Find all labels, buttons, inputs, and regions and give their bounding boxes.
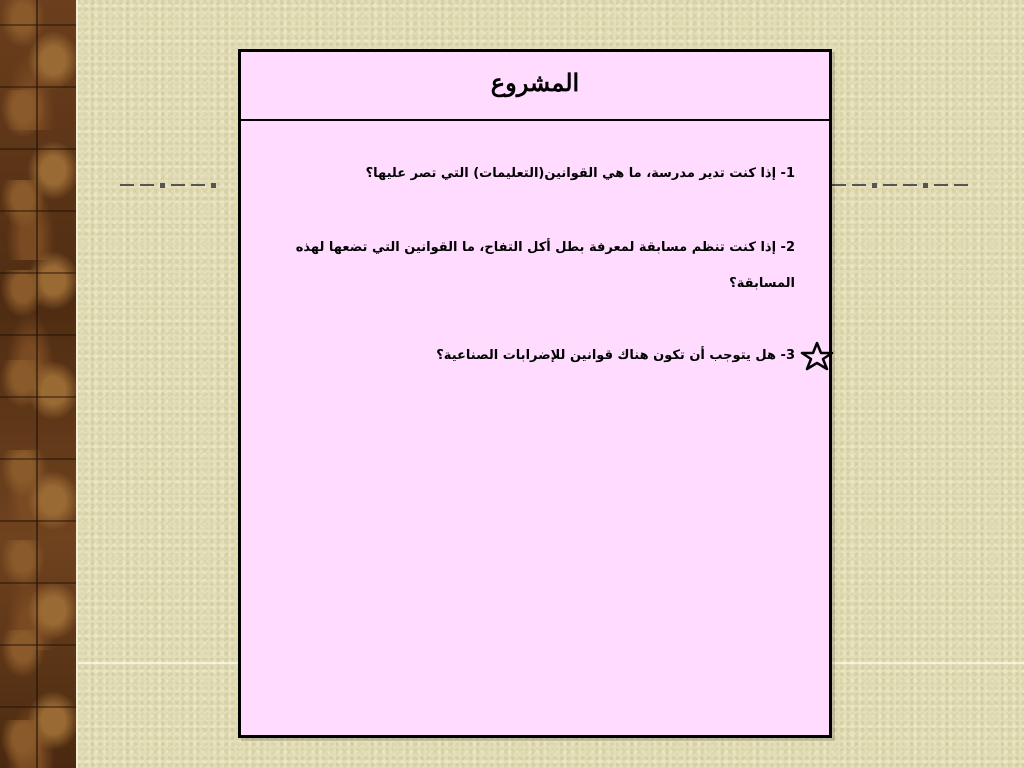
star-icon bbox=[800, 341, 834, 371]
wood-decoration-strip bbox=[0, 0, 78, 768]
dashed-divider-left bbox=[120, 183, 216, 187]
dashed-divider-right bbox=[832, 183, 968, 187]
slide-title: المشروع bbox=[490, 68, 580, 97]
strip-edge-line bbox=[76, 0, 78, 768]
question-1: 1- إذا كنت تدير مدرسة، ما هي القوانين(التعليمات) التي تصر عليها؟ bbox=[365, 166, 795, 181]
slide-content-box bbox=[238, 49, 832, 738]
title-bar bbox=[241, 52, 829, 121]
question-2: 2- إذا كنت تنظم مسابقة لمعرفة بطل أكل التفاح، ما القوانين التي تضعها لهذه المسابقة؟ bbox=[295, 240, 795, 291]
question-3: 3- هل يتوجب أن تكون هناك قوانين للإضرابات الصناعية؟ bbox=[436, 348, 795, 363]
